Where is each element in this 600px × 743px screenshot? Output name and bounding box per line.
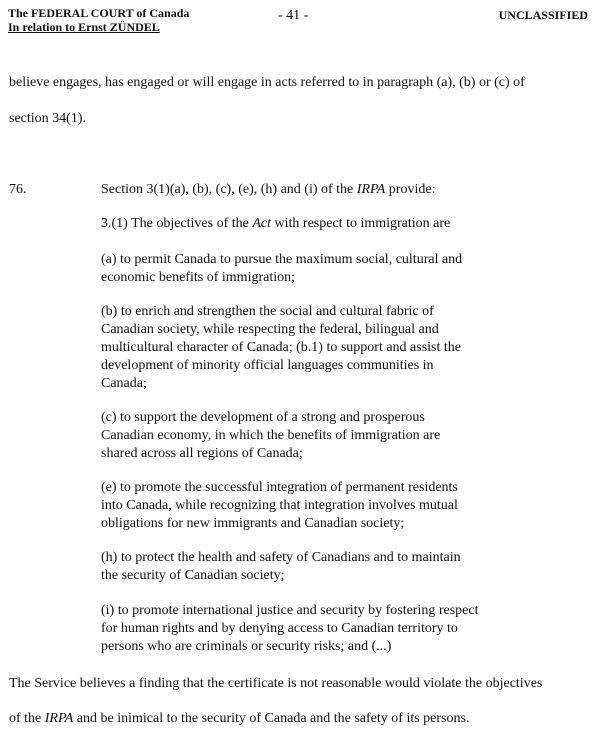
paragraph-intro [101, 182, 435, 198]
court-name: The FEDERAL COURT of Canada [8, 6, 190, 20]
item-h-line: the security of Canadian society; [101, 568, 285, 583]
closing-line-1: The Service believes a finding that the certificate is not reasonable would violate the objectives [9, 676, 543, 691]
objectives-heading [101, 215, 581, 233]
objective-item-b [101, 303, 581, 393]
objectives-act: Act [252, 216, 272, 231]
objective-item-c [101, 409, 581, 463]
classification-label: UNCLASSIFIED [498, 8, 588, 22]
objectives-text-end: with respect to immigration are [271, 216, 451, 231]
item-c-line: Canadian economy, in which the benefits of immigration are [101, 428, 441, 443]
top-paragraph-line-2: section 34(1). [9, 111, 86, 126]
header-left [8, 6, 189, 34]
item-c-line: shared across all regions of Canada; [101, 446, 303, 461]
item-e-line: obligations for new immigrants and Canadian society; [101, 516, 405, 531]
intro-act-name: IRPA [356, 182, 386, 197]
case-relation: In relation to Ernst ZÜNDEL [8, 20, 160, 34]
top-paragraph-line-1: believe engages, has engaged or will engage in acts referred to in paragraph (a), (b) or (c) of [9, 75, 525, 90]
item-e-line: (e) to promote the successful integration of permanent residents [101, 480, 458, 495]
item-a-line: economic benefits of immigration; [101, 270, 296, 285]
objective-item-a [101, 251, 581, 287]
page-number: - 41 - [278, 8, 309, 23]
item-e-line: into Canada, while recognizing that integration involves mutual [101, 498, 458, 513]
item-b-line: development of minority official languages communities in [101, 358, 434, 373]
item-b-line: Canadian society, while respecting the federal, bilingual and [101, 322, 439, 337]
closing-act: IRPA [44, 711, 74, 726]
item-i-line: (i) to promote international justice and security by fostering respect [101, 603, 479, 618]
item-a-line: (a) to permit Canada to pursue the maximum social, cultural and [101, 252, 463, 267]
item-b-line: Canada; [101, 376, 147, 391]
paragraph-number: 76. [9, 182, 27, 197]
closing-text: of the [9, 711, 45, 726]
item-i-line: persons who are criminals or security risks; and (...) [101, 639, 392, 654]
item-h-line: (h) to protect the health and safety of Canadians and to maintain [101, 550, 461, 565]
closing-text-end: and be inimical to the security of Canada and the safety of its persons. [73, 711, 470, 726]
objective-item-e [101, 479, 581, 533]
objective-item-h [101, 549, 581, 585]
item-b-line: multicultural character of Canada; (b.1) to support and assist the [101, 340, 462, 355]
objectives-text: 3.(1) The objectives of the [101, 216, 253, 231]
item-c-line: (c) to support the development of a strong and prosperous [101, 410, 425, 425]
intro-text-end: provide: [385, 182, 436, 197]
intro-text: Section 3(1)(a), (b), (c), (e), (h) and (i) of the [101, 182, 357, 197]
item-b-line: (b) to enrich and strengthen the social and cultural fabric of [101, 304, 434, 319]
item-i-line: for human rights and by denying access to Canadian territory to [101, 621, 458, 636]
closing-line-2 [9, 711, 589, 727]
objective-item-i [101, 602, 581, 656]
